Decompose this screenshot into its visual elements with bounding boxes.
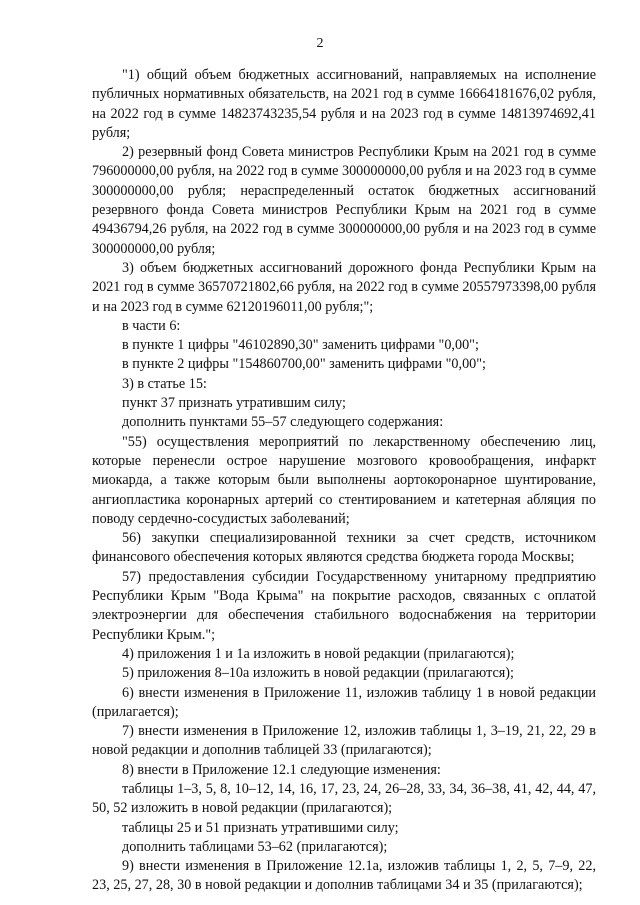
paragraph-reserve-fund: 2) резервный фонд Совета министров Республики Крым на 2021 год в сумме 796000000,00 рубля, на 2022 год в сумме 300000000,00 рубля и на 2023 год в сумме 300000000,00 рубля; нераспределенный остаток бюджетных ассигнований резервного фонда Совета министров Республики Крым на 2021 год в сумме 49436794,26 рубля, на 2022 год в сумме 300000000,00 рубля и на 2023 год в сумме 300000000,00 рубля; <box>92 144 596 257</box>
paragraph-article-15: 3) в статье 15: <box>122 375 207 392</box>
paragraph-point-1: в пункте 1 цифры "46102890,30" заменить цифрами "0,00"; <box>122 337 479 354</box>
paragraph-tables-repealed: таблицы 25 и 51 признать утратившими силу; <box>122 819 399 836</box>
paragraph-item-8: 8) внести в Приложение 12.1 следующие изменения: <box>122 761 441 778</box>
document-body <box>92 66 596 896</box>
paragraph-point-2: в пункте 2 цифры "154860700,00" заменить цифрами "0,00"; <box>122 356 486 373</box>
paragraph-item-4: 4) приложения 1 и 1а изложить в новой редакции (прилагаются); <box>122 645 515 662</box>
paragraph-point-55: "55) осуществления мероприятий по лекарственному обеспечению лиц, которые перенесли острое нарушение мозгового кровообращения, инфаркт миокарда, а также которым были выполнены аортокоронарное шунтирование, ангиопластика коронарных артерий со стентированием и катетерная абляция по поводу сердечно-сосудистых заболеваний; <box>92 433 596 527</box>
paragraph-tables-new-edition: таблицы 1–3, 5, 8, 10–12, 14, 16, 17, 23, 24, 26–28, 33, 34, 36–38, 41, 42, 44, 47, 50, 52 изложить в новой редакции (прилагаются); <box>92 780 596 817</box>
paragraph-part-6: в части 6: <box>122 317 181 334</box>
paragraph-item-5: 5) приложения 8–10а изложить в новой редакции (прилагаются); <box>122 665 514 682</box>
paragraph-item-6: 6) внести изменения в Приложение 11, изложив таблицу 1 в новой редакции (прилагается); <box>92 684 596 720</box>
paragraph-budget-obligations: "1) общий объем бюджетных ассигнований, направляемых на исполнение публичных нормативных обязательств, на 2021 год в сумме 16664181676,02 рубля, на 2022 год в сумме 14823743235,54 рубля и на 2023 год в сумме 14813974692,41 рубля; <box>92 67 596 141</box>
paragraph-item-9: 9) внести изменения в Приложение 12.1а, изложив таблицы 1, 2, 5, 7–9, 22, 23, 25, 27, 28, 30 в новой редакции и дополнив таблицами 34 и 35 (прилагаются); <box>92 858 596 894</box>
paragraph-point-56: 56) закупки специализированной техники за счет средств, источником финансового обеспечения которых являются средства бюджета города Москвы; <box>92 530 596 566</box>
paragraph-add-points: дополнить пунктами 55–57 следующего содержания: <box>122 414 444 431</box>
page-number: 2 <box>316 36 324 51</box>
paragraph-point-37: пункт 37 признать утратившим силу; <box>122 395 346 412</box>
paragraph-tables-added: дополнить таблицами 53–62 (прилагаются); <box>122 838 388 855</box>
paragraph-item-7: 7) внести изменения в Приложение 12, изложив таблицы 1, 3–19, 21, 22, 29 в новой редакции и дополнив таблицей 33 (прилагаются); <box>92 723 596 759</box>
paragraph-road-fund: 3) объем бюджетных ассигнований дорожного фонда Республики Крым на 2021 год в сумме 36570721802,66 рубля, на 2022 год в сумме 20557973398,00 рубля и на 2023 год в сумме 62120196011,00 рубля;"; <box>92 259 596 315</box>
paragraph-point-57: 57) предоставления субсидии Государственному унитарному предприятию Республики Крым "Вода Крыма" на покрытие расходов, связанных с оплатой электроэнергии для обеспечения стабильного водоснабжения на территории Республики Крым."; <box>92 568 596 643</box>
